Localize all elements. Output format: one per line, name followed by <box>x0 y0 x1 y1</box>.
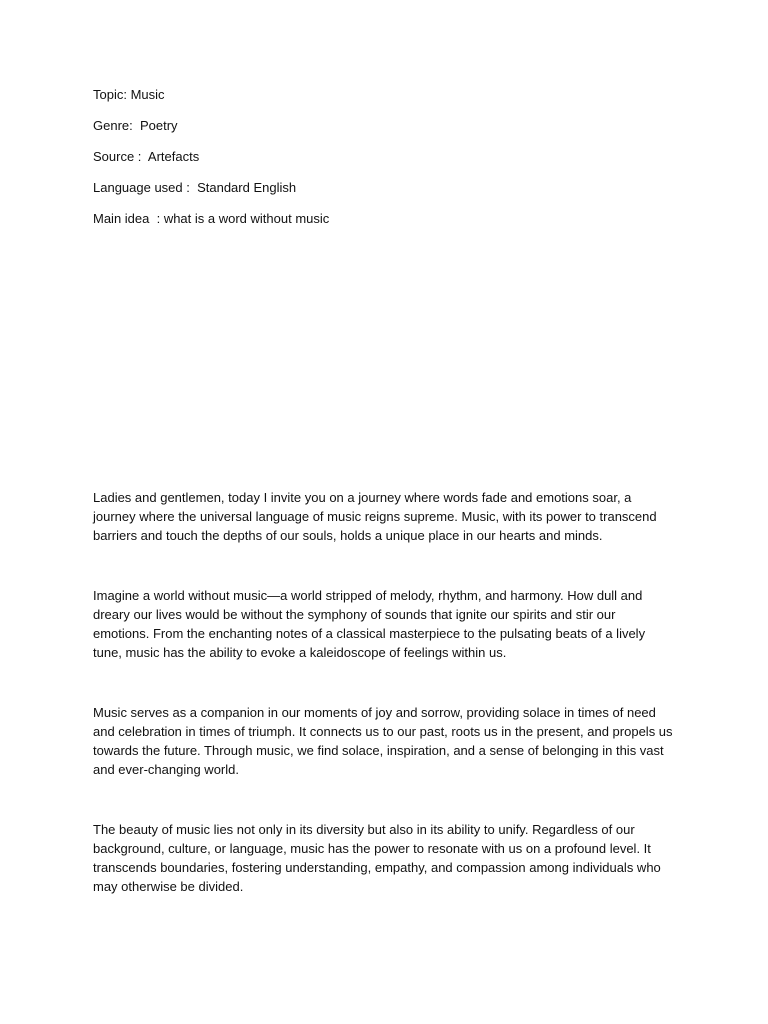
paragraph-4: The beauty of music lies not only in its diversity but also in its ability to unify. Regardless of our background, culture, or language, music has the power to resonate with us on a profound level. It transcends boundaries, fostering understanding, empathy, and compassion among individuals who may otherwise be divided. <box>93 822 661 894</box>
paragraph-1: Ladies and gentlemen, today I invite you on a journey where words fade and emotions soar, a journey where the universal language of music reigns supreme. Music, with its power to transcend barriers and touch the depths of our souls, holds a unique place in our hearts and minds. <box>93 490 657 543</box>
topic-line: Topic: Music <box>93 87 165 102</box>
main-idea-line: Main idea : what is a word without music <box>93 211 330 226</box>
document-body <box>93 488 673 937</box>
genre-line: Genre: Poetry <box>93 118 178 133</box>
document-header-info <box>93 86 693 241</box>
paragraph-2: Imagine a world without music—a world stripped of melody, rhythm, and harmony. How dull and dreary our lives would be without the symphony of sounds that ignite our spirits and stir our emotions. From the enchanting notes of a classical masterpiece to the pulsating beats of a lively tune, music has the ability to evoke a kaleidoscope of feelings within us. <box>93 588 646 660</box>
source-line: Source : Artefacts <box>93 149 200 164</box>
language-line: Language used : Standard English <box>93 180 297 195</box>
paragraph-3: Music serves as a companion in our moments of joy and sorrow, providing solace in times of need and celebration in times of triumph. It connects us to our past, roots us in the present, and propels us towards the future. Through music, we find solace, inspiration, and a sense of belonging in this vast and ever-changing world. <box>93 705 673 777</box>
